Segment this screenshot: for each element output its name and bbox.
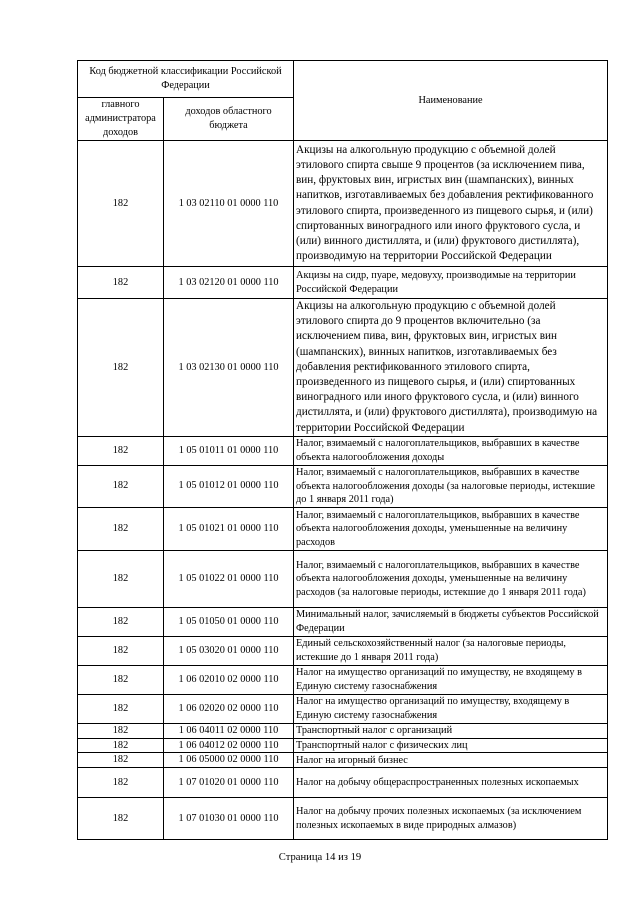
admin-code: 182 xyxy=(78,550,164,607)
admin-code: 182 xyxy=(78,768,164,798)
header-name: Наименование xyxy=(294,61,608,141)
income-name: Налог на игорный бизнес xyxy=(294,753,608,768)
table-row xyxy=(78,607,608,636)
budget-classification-table xyxy=(77,60,608,840)
admin-code: 182 xyxy=(78,607,164,636)
income-name: Транспортный налог с организаций xyxy=(294,723,608,738)
header-income: доходов областного бюджета xyxy=(164,98,294,141)
header-admin: главного администратора доходов xyxy=(78,98,164,141)
income-name: Налог, взимаемый с налогоплательщиков, выбравших в качестве объекта налогообложения доходы, уменьшенные на величину расходов xyxy=(294,507,608,550)
table-row xyxy=(78,738,608,753)
income-name: Налог, взимаемый с налогоплательщиков, выбравших в качестве объекта налогообложения доходы (за налоговые периоды, истекшие до 1 января 2011 года) xyxy=(294,465,608,507)
table-row xyxy=(78,798,608,840)
income-name: Налог, взимаемый с налогоплательщиков, выбравших в качестве объекта налогообложения доходы xyxy=(294,436,608,465)
admin-code: 182 xyxy=(78,665,164,694)
income-name: Акцизы на алкогольную продукцию с объемной долей этилового спирта до 9 процентов включительно (за исключением пива, вин, фруктовых вин, игристых вин (шампанских), винных напитков, изготавливаемых без добавления ректификованного этилового спирта, произведенного из пищевого сырья, и (или) спиртованных виноградного или иного фруктового сусла, и (или) винного дистиллята, и (или) фруктового дистиллята), производимую на территории Российской Федерации xyxy=(294,299,608,437)
income-code: 1 06 02010 02 0000 110 xyxy=(164,665,294,694)
income-name: Налог, взимаемый с налогоплательщиков, выбравших в качестве объекта налогообложения доходы, уменьшенные на величину расходов (за налоговые периоды, истекшие до 1 января 2011 года) xyxy=(294,550,608,607)
table-row xyxy=(78,723,608,738)
table-row xyxy=(78,465,608,507)
table-row xyxy=(78,507,608,550)
income-name: Акцизы на сидр, пуаре, медовуху, производимые на территории Российской Федерации xyxy=(294,267,608,299)
income-code: 1 05 01021 01 0000 110 xyxy=(164,507,294,550)
admin-code: 182 xyxy=(78,267,164,299)
income-code: 1 05 01022 01 0000 110 xyxy=(164,550,294,607)
income-code: 1 03 02110 01 0000 110 xyxy=(164,141,294,267)
admin-code: 182 xyxy=(78,798,164,840)
admin-code: 182 xyxy=(78,141,164,267)
admin-code: 182 xyxy=(78,636,164,665)
admin-code: 182 xyxy=(78,436,164,465)
income-name: Единый сельскохозяйственный налог (за налоговые периоды, истекшие до 1 января 2011 года) xyxy=(294,636,608,665)
income-name: Налог на добычу общераспространенных полезных ископаемых xyxy=(294,768,608,798)
admin-code: 182 xyxy=(78,738,164,753)
table-row xyxy=(78,636,608,665)
table-row xyxy=(78,768,608,798)
header-kbk: Код бюджетной классификации Российской Федерации xyxy=(78,61,294,98)
table-row xyxy=(78,436,608,465)
income-code: 1 03 02130 01 0000 110 xyxy=(164,299,294,437)
table-row xyxy=(78,694,608,723)
income-code: 1 03 02120 01 0000 110 xyxy=(164,267,294,299)
income-code: 1 05 01011 01 0000 110 xyxy=(164,436,294,465)
income-name: Транспортный налог с физических лиц xyxy=(294,738,608,753)
table-row xyxy=(78,665,608,694)
page-number: Страница 14 из 19 xyxy=(278,852,362,863)
income-code: 1 07 01030 01 0000 110 xyxy=(164,798,294,840)
income-code: 1 07 01020 01 0000 110 xyxy=(164,768,294,798)
admin-code: 182 xyxy=(78,723,164,738)
income-code: 1 05 01012 01 0000 110 xyxy=(164,465,294,507)
income-name: Налог на добычу прочих полезных ископаемых (за исключением полезных ископаемых в виде природных алмазов) xyxy=(294,798,608,840)
income-name: Налог на имущество организаций по имуществу, не входящему в Единую систему газоснабжения xyxy=(294,665,608,694)
income-name: Налог на имущество организаций по имуществу, входящему в Единую систему газоснабжения xyxy=(294,694,608,723)
income-name: Минимальный налог, зачисляемый в бюджеты субъектов Российской Федерации xyxy=(294,607,608,636)
admin-code: 182 xyxy=(78,507,164,550)
income-code: 1 06 04012 02 0000 110 xyxy=(164,738,294,753)
admin-code: 182 xyxy=(78,694,164,723)
admin-code: 182 xyxy=(78,299,164,437)
income-code: 1 05 03020 01 0000 110 xyxy=(164,636,294,665)
income-code: 1 05 01050 01 0000 110 xyxy=(164,607,294,636)
admin-code: 182 xyxy=(78,465,164,507)
table-row xyxy=(78,299,608,437)
admin-code: 182 xyxy=(78,753,164,768)
income-name: Акцизы на алкогольную продукцию с объемной долей этилового спирта свыше 9 процентов (за исключением пива, вин, фруктовых вин, игристых вин (шампанских), винных напитков, изготавливаемых без добавления ректификованного этилового спирта, произведенного из пищевого сырья, и (или) спиртованных виноградного или иного фруктового сусла, и (или) винного дистиллята, и (или) фруктового дистиллята), производимую на территории Российской Федерации xyxy=(294,141,608,267)
table-row xyxy=(78,550,608,607)
table-row xyxy=(78,267,608,299)
table-row xyxy=(78,753,608,768)
income-code: 1 06 04011 02 0000 110 xyxy=(164,723,294,738)
table-row xyxy=(78,141,608,267)
income-code: 1 06 05000 02 0000 110 xyxy=(164,753,294,768)
income-code: 1 06 02020 02 0000 110 xyxy=(164,694,294,723)
